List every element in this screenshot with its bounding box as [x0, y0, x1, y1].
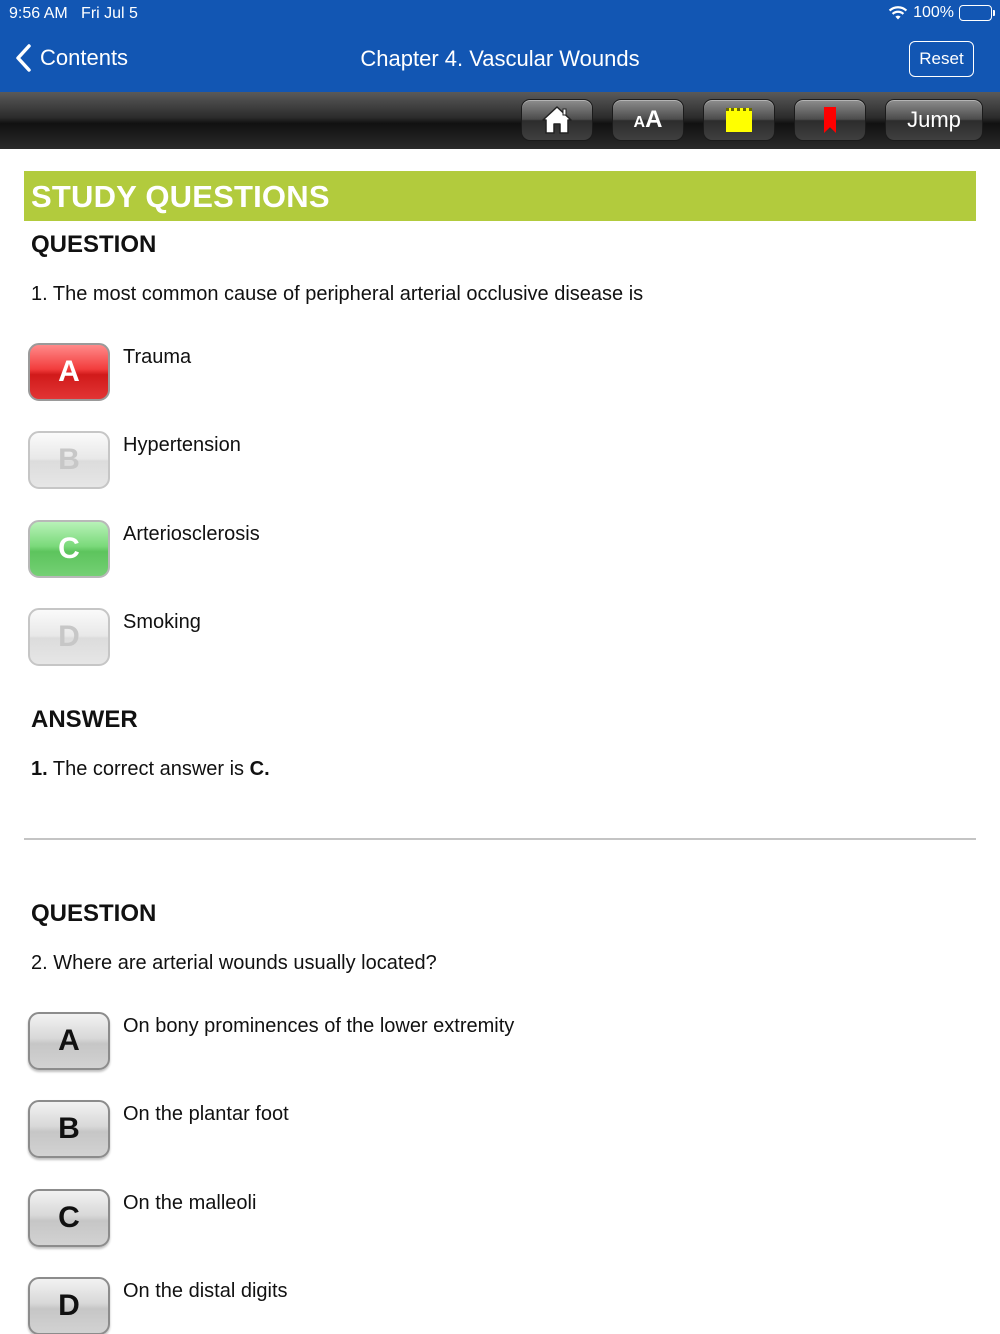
question-2-heading: QUESTION	[31, 900, 157, 927]
question-1-text: 1. The most common cause of peripheral arterial occlusive disease is	[31, 283, 644, 305]
status-time	[9, 5, 138, 23]
back-label: Contents	[40, 45, 129, 70]
answer-heading: ANSWER	[31, 706, 138, 733]
q2-option-d-label: On the distal digits	[123, 1280, 288, 1302]
toolbar	[0, 92, 1000, 149]
status-date: Fri Jul 5	[81, 5, 138, 22]
question-1-heading: QUESTION	[31, 231, 157, 258]
note-icon	[726, 108, 752, 132]
font-big-glyph: A	[645, 106, 663, 133]
bookmark-button[interactable]	[794, 99, 866, 141]
home-icon	[542, 105, 572, 135]
answer-text	[31, 758, 270, 781]
font-size-icon	[634, 106, 663, 134]
q1-option-b-button[interactable]: B	[28, 431, 110, 489]
jump-button[interactable]: Jump	[885, 99, 983, 141]
page-title: Chapter 4. Vascular Wounds	[360, 46, 640, 71]
divider	[24, 838, 976, 840]
q2-option-d-button[interactable]: D	[28, 1277, 110, 1334]
q2-option-c-button[interactable]: C	[28, 1189, 110, 1247]
q1-option-d-button[interactable]: D	[28, 608, 110, 666]
bookmark-icon	[824, 107, 836, 133]
answer-sentence: The correct answer is	[47, 758, 250, 780]
back-button[interactable]	[14, 43, 128, 73]
q1-option-a-button[interactable]: A	[28, 343, 110, 401]
q2-option-a-button[interactable]: A	[28, 1012, 110, 1070]
q2-option-c-label: On the malleoli	[123, 1192, 257, 1214]
font-small-glyph: A	[633, 114, 646, 131]
answer-letter: C.	[249, 758, 270, 780]
q1-option-a-label: Trauma	[123, 346, 192, 368]
answer-number: 1.	[31, 758, 48, 780]
q1-option-b-label: Hypertension	[123, 434, 241, 456]
battery-percent: 100%	[913, 4, 954, 21]
q1-option-d-label: Smoking	[123, 611, 201, 633]
note-button[interactable]	[703, 99, 775, 141]
status-indicators	[888, 4, 992, 22]
navigation-bar	[0, 0, 1000, 92]
font-size-button[interactable]	[612, 99, 684, 141]
section-banner	[24, 171, 976, 221]
q2-option-b-label: On the plantar foot	[123, 1103, 289, 1125]
status-clock: 9:56 AM	[9, 5, 68, 22]
battery-icon	[959, 5, 992, 21]
section-title: STUDY QUESTIONS	[31, 179, 330, 214]
q2-option-b-button[interactable]: B	[28, 1100, 110, 1158]
chevron-left-icon	[14, 43, 34, 73]
wifi-icon	[888, 5, 908, 21]
home-button[interactable]	[521, 99, 593, 141]
question-2-text: 2. Where are arterial wounds usually located?	[31, 952, 437, 974]
q2-option-a-label: On bony prominences of the lower extremity	[123, 1015, 515, 1037]
q1-option-c-button[interactable]: C	[28, 520, 110, 578]
q1-option-c-label: Arteriosclerosis	[123, 523, 260, 545]
reset-button[interactable]: Reset	[909, 41, 974, 77]
